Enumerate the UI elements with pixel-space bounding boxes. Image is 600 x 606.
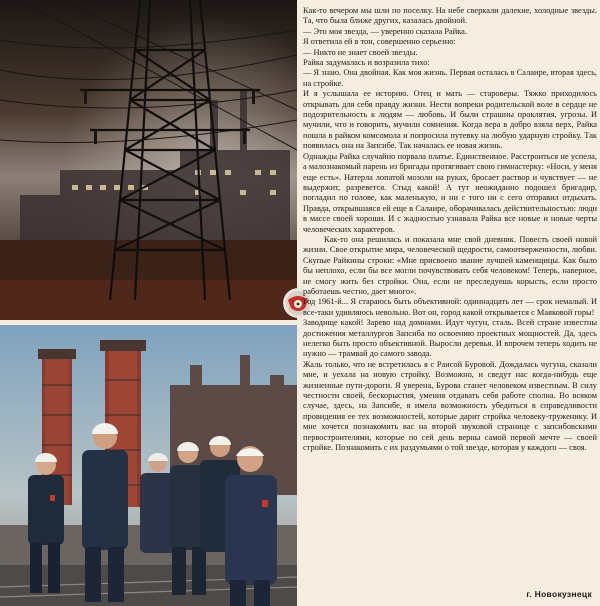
article-text — [303, 6, 597, 602]
paragraph: Однажды Райка случайно порвала платье. Единственное. Расстроиться не успела, а малознакомый парень из бригады протягивает свою гимнастерку: «Носи, у меня еще есть». Натерла лопатой мозоли на руках, бросает раствор и чувствует — не выдержит, разревется. Стыд какой! А тут неожиданно подошел бригадир, погладил по голове, как маленькую, и ни с того ни с сего отправил отдыхать. Правда, открывшаяся ей еще в Салаире, оборачивалась действительностью: люди в массе своей хороши. И с жадностью узнавала Райка все новые и новые черты человеческих характеров. — [303, 151, 597, 234]
paragraph: Райка задумалась и возразила тихо: — [303, 58, 430, 68]
photo-power-tower — [0, 0, 297, 320]
paragraph: — Никто не знает своей звезды. — [303, 47, 418, 57]
signature-city: г. Новокузнецк — [526, 589, 592, 599]
paragraph: — Это моя звезда, — уверенно сказала Райка. — [303, 26, 467, 36]
paragraph: — Я знаю. Она двойная. Как моя жизнь. Первая осталась в Салаире, вторая здесь, на стройке. — [303, 68, 597, 88]
photo-workers — [0, 325, 297, 606]
paragraph: Как-то вечером мы шли по поселку. На небе сверкали далекие, холодные звезды. Та, что была ближе других, казалась двойной. — [303, 6, 597, 26]
paragraph: И я услышала ее историю. Отец и мать — староверы. Тяжко приходилось открывать для себя правду жизни. Нести вопреки родительской воле в сердце не подозрительность к людям — любовь. И были страшны проклятия, угрозы. И мучили, что и говорить, мучили сомнения. Когда вера в добро взяла верх, Райка пошла в райком комсомола и попросила путевку на любую ударную стройку. Так появилась она на Запсибе. Так началась ее новая жизнь. — [303, 89, 597, 151]
paragraph: Заводище какой! Зарево над домнами. Идут чугун, сталь. Всей стране известны достижения металлургов Запсиба по освоению проектных мощностей. Да, здесь нелегко быть просто объективной. Выросли деревья. И впрочем теперь ходить не нужно — трамвай до самого завода. — [303, 318, 597, 359]
paragraph: Год 1961-й... Я стараюсь быть объективной: одиннадцать лет — срок немалый. И все-таки удивляюсь невольно. Вот он, город какой открывается с Маяковой горы! — [303, 297, 597, 317]
paragraph: Я ответила ей в тон, совершенно серьезно: — [303, 37, 456, 47]
paragraph: Как-то она решилась и показала мне свой дневник. Повесть своей новой жизни. Свое открытие мира, человеческой щедрости, самоотверженности, любви. Скупые Райкины строки: «Мне присвоено звание лучшей каменщицы. Как было бы неплохо, если бы все могли почувствовать себя человеком! Теперь, наверное, не смогу жить без стройки. Она, если не преследуешь корысть, если просто работаешь честно, дает много». — [303, 234, 597, 296]
paragraph: Жаль только, что не встретилась я с Раисой Буровой. Дождалась чугуна, сказали мне, и уехала на новую стройку. Возможно, и сведут нас когда-нибудь еще жизненные пути-дороги. Я уверена, Бурова станет человеком известным. В силу честности своей, бескорыстия, умения отдавать себя работе сполна. Во всяком случае, здесь, на Запсибе, я имела возможность убедиться в справедливости провидения ее тех возможностей, которые дарит стройка человеку-труженику. И мне хочется познакомить вас на второй звуковой странице с запсибовскими первостроителями, которые по сей день верны самой первой мечте — своей стройке. Познакомить с их раздумьями о той звезде, которая у каждого — своя. — [303, 359, 597, 453]
